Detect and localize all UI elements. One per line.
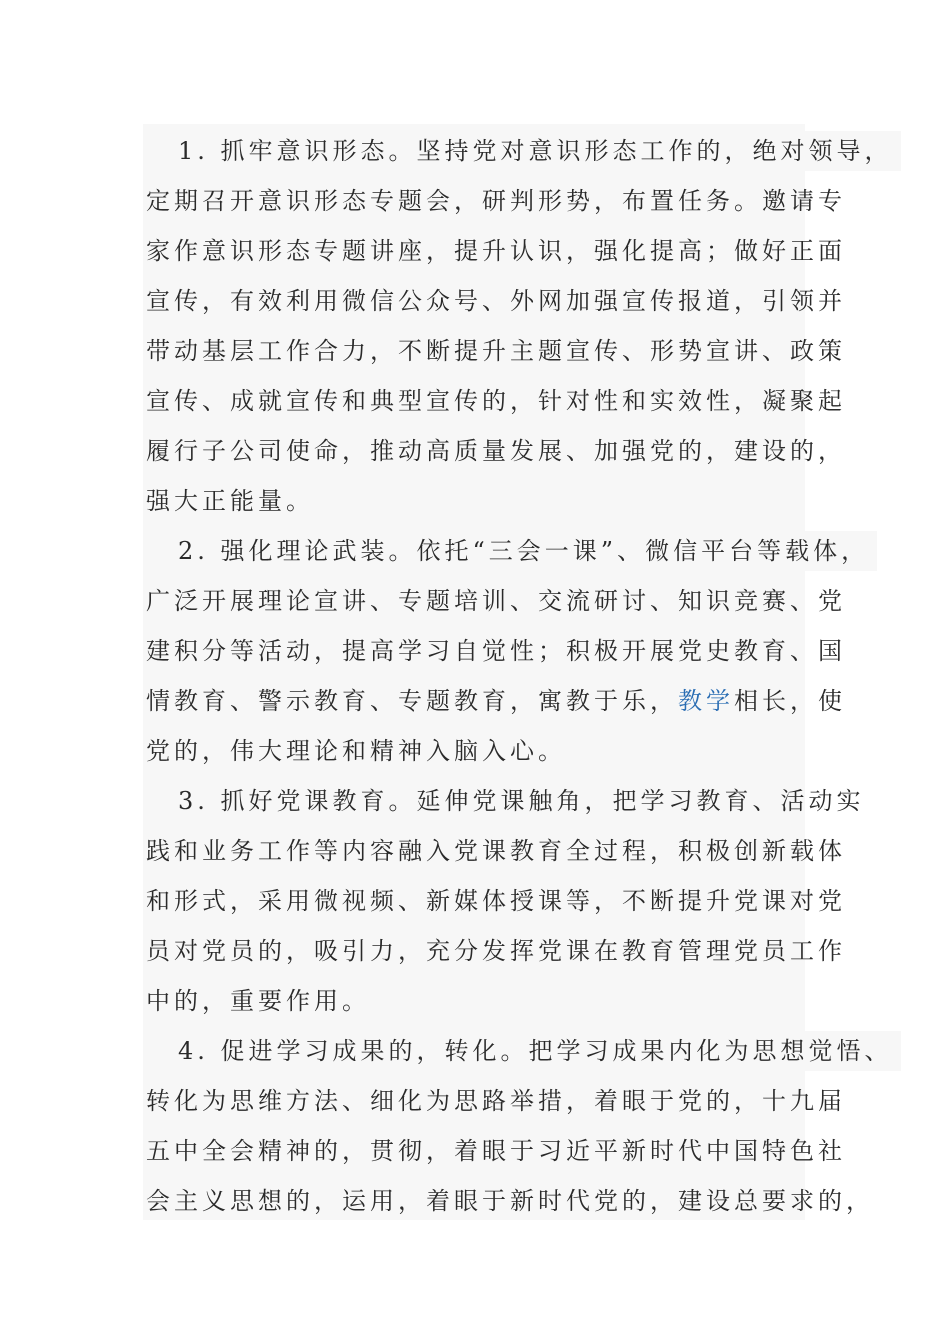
paragraph-2-line-1: 2. 强化理论武装。依托“三会一课”、微信平台等载体， [178,531,877,571]
paragraph-2-line-2: 广泛开展理论宣讲、专题培训、交流研讨、知识竞赛、党 [146,587,846,615]
paragraph-1-line-4: 宣传，有效利用微信公众号、外网加强宣传报道，引领并 [146,287,846,315]
paragraph-4-line-3: 五中全会精神的，贯彻，着眼于习近平新时代中国特色社 [146,1137,846,1165]
paragraph-2-line-4-text: 情教育、警示教育、专题教育，寓教于乐， [146,687,678,715]
paragraph-1-line-8: 强大正能量。 [146,487,314,515]
paragraph-3-line-3: 和形式，采用微视频、新媒体授课等，不断提升党课对党 [146,887,846,915]
teaching-link[interactable]: 教学 [678,687,734,715]
paragraph-3-line-2: 践和业务工作等内容融入党课教育全过程，积极创新载体 [146,837,846,865]
paragraph-3-line-5: 中的，重要作用。 [146,987,370,1015]
paragraph-2-line-5: 党的，伟大理论和精神入脑入心。 [146,737,566,765]
paragraph-1-line-6: 宣传、成就宣传和典型宣传的，针对性和实效性，凝聚起 [146,387,846,415]
paragraph-2-line-4-tail: 相长，使 [734,687,846,715]
paragraph-1-line-5: 带动基层工作合力，不断提升主题宣传、形势宣讲、政策 [146,337,846,365]
paragraph-2-line-4 [146,681,854,721]
paragraph-4-line-1: 4. 促进学习成果的，转化。把学习成果内化为思想觉悟、 [178,1031,901,1071]
paragraph-1-line-1: 1. 抓牢意识形态。坚持党对意识形态工作的，绝对领导， [178,131,901,171]
paragraph-2-line-3: 建积分等活动，提高学习自觉性；积极开展党史教育、国 [146,637,846,665]
paragraph-1-line-7: 履行子公司使命，推动高质量发展、加强党的，建设的， [146,437,846,465]
paragraph-3-line-1: 3. 抓好党课教育。延伸党课触角，把学习教育、活动实 [178,787,865,815]
paragraph-4-line-4: 会主义思想的，运用，着眼于新时代党的，建设总要求的， [146,1187,874,1215]
paragraph-1-line-2: 定期召开意识形态专题会，研判形势，布置任务。邀请专 [146,187,846,215]
paragraph-4-line-2: 转化为思维方法、细化为思路举措，着眼于党的，十九届 [146,1087,846,1115]
paragraph-3-line-4: 员对党员的，吸引力，充分发挥党课在教育管理党员工作 [146,937,846,965]
paragraph-1-line-3: 家作意识形态专题讲座，提升认识，强化提高；做好正面 [146,237,846,265]
